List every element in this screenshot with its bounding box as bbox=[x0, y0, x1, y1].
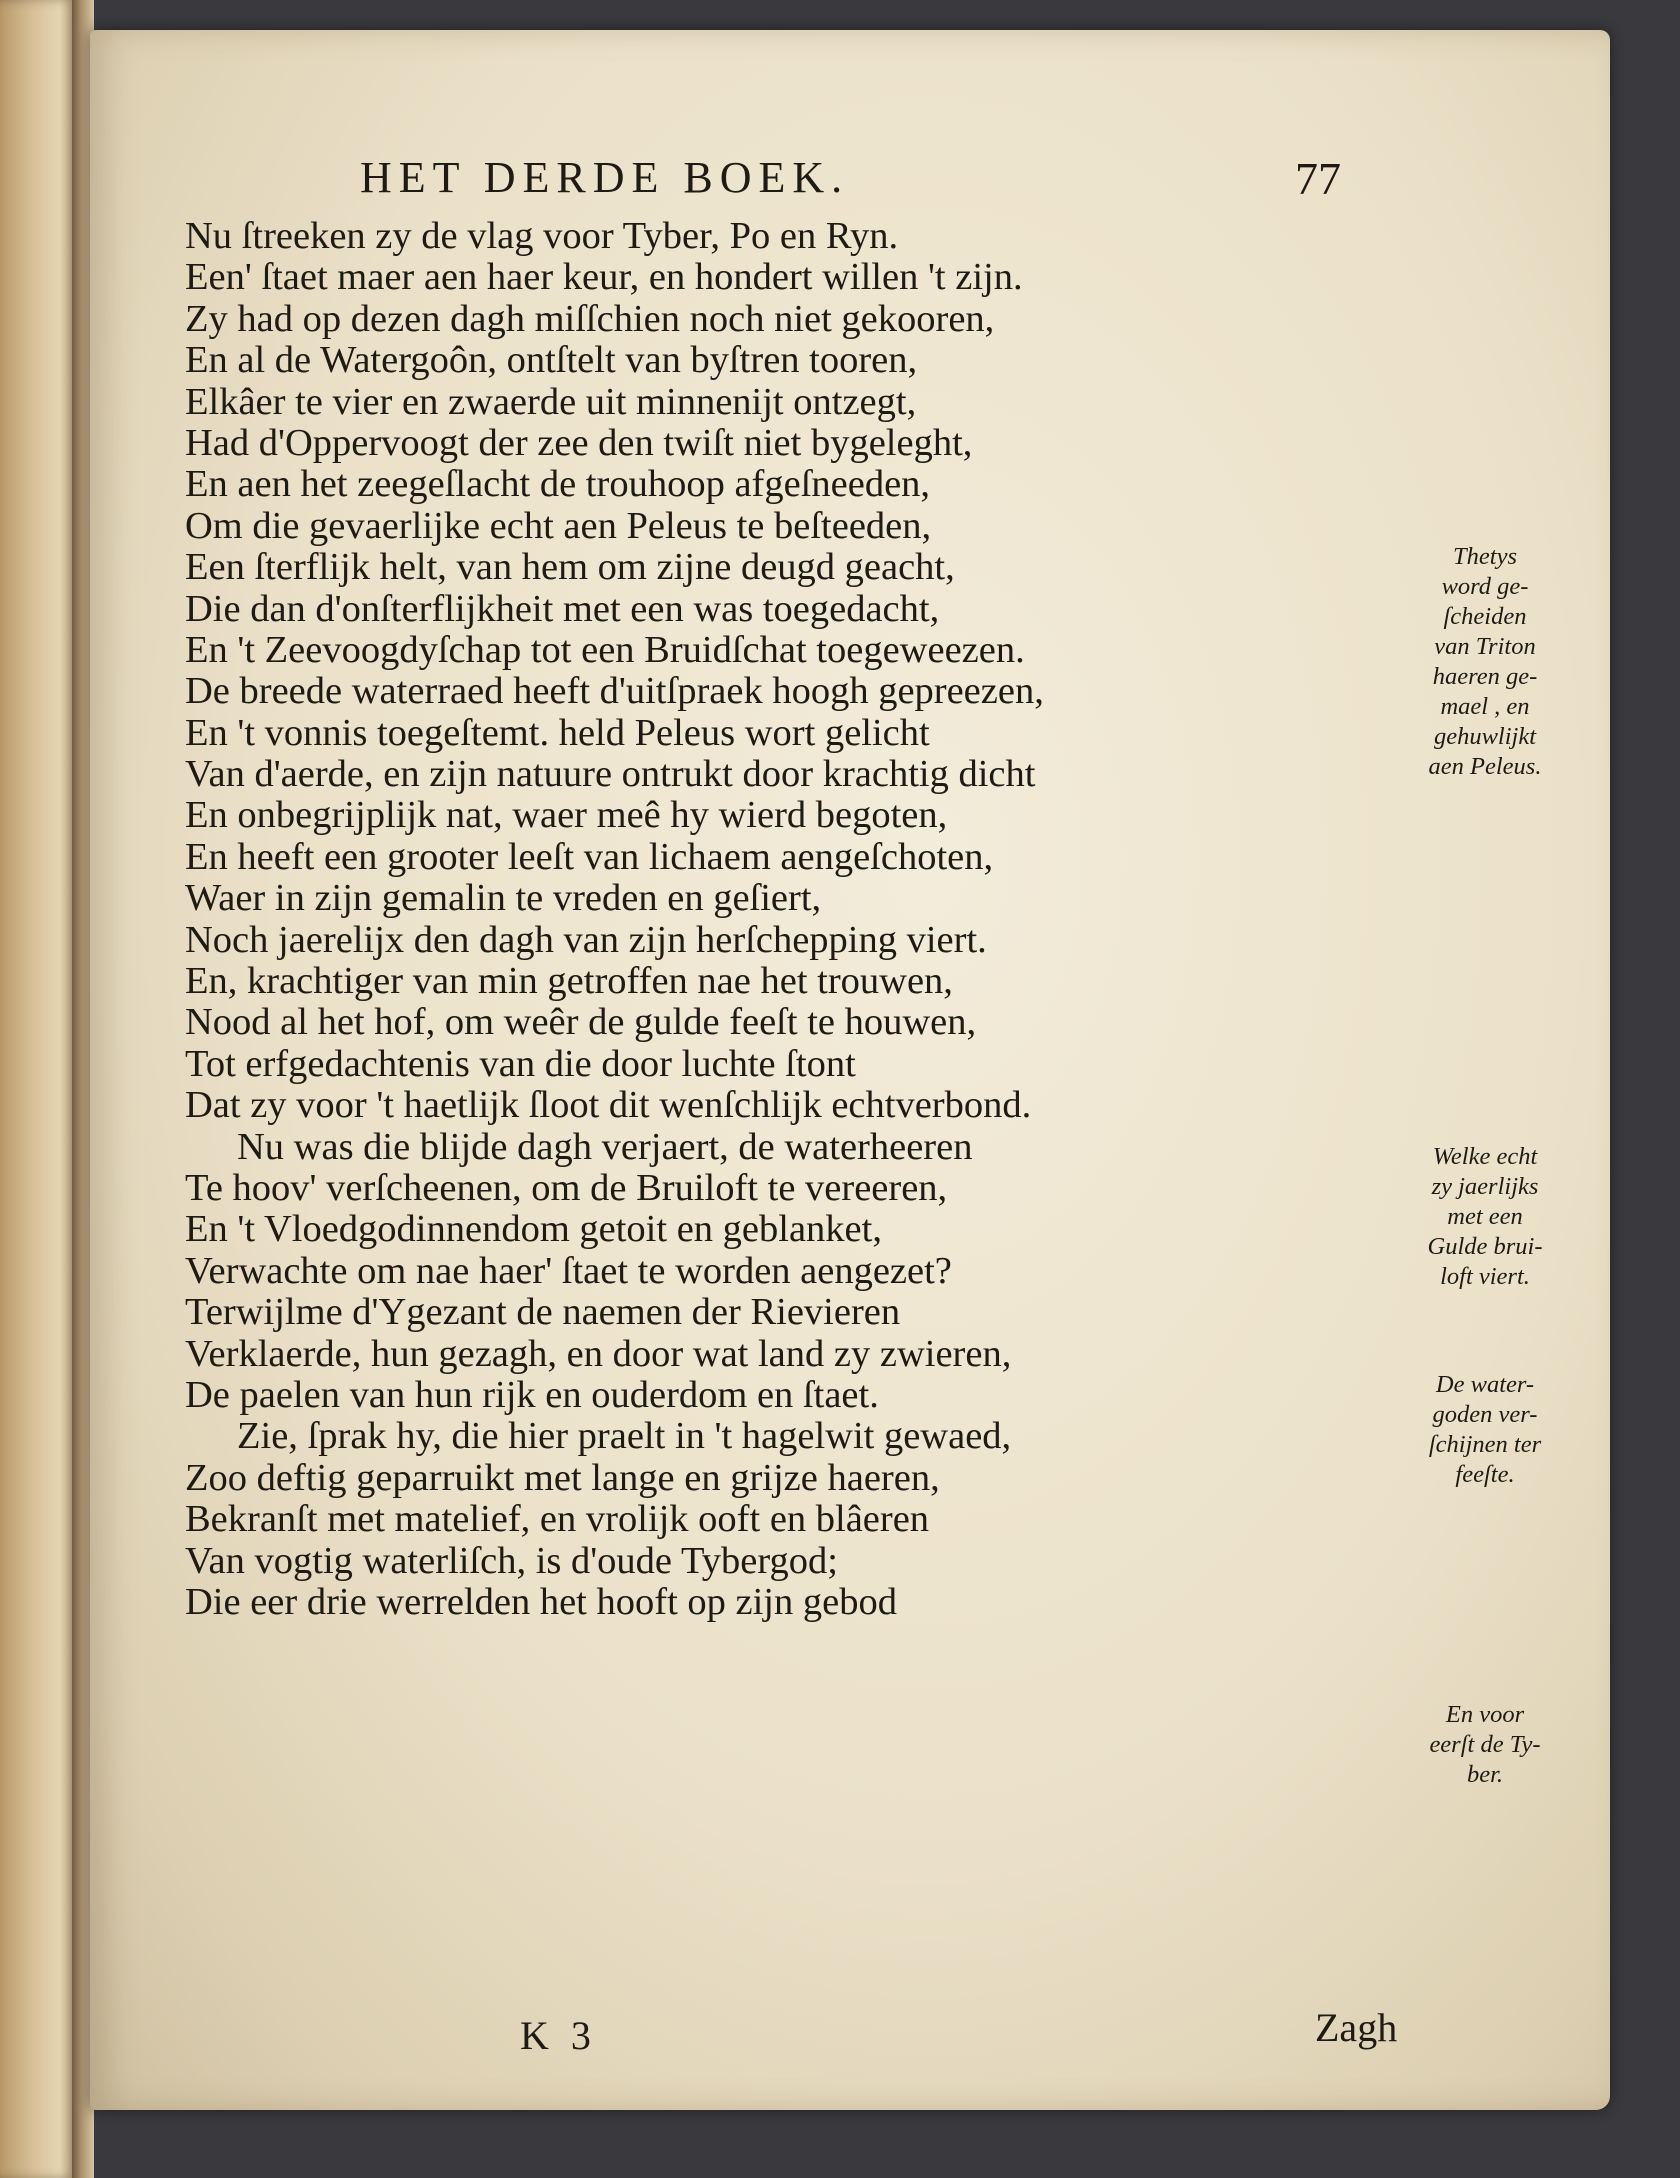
margin-note-welke-echt bbox=[1380, 1142, 1590, 1292]
signature-mark: K 3 bbox=[520, 2013, 597, 2058]
verse-line: En 't Vloedgodinnendom getoit en geblanket, bbox=[185, 1208, 882, 1251]
margin-note-thetys bbox=[1380, 542, 1590, 782]
running-head: HET DERDE BOEK. bbox=[360, 153, 850, 202]
verse-line: Zy had op dezen dagh miſſchien noch niet gekooren, bbox=[185, 297, 995, 340]
verse-line: En 't vonnis toegeſtemt. held Peleus wort gelicht bbox=[185, 711, 930, 754]
margin-note-line: En voor bbox=[1445, 1701, 1525, 1728]
page-number: 77 bbox=[1295, 153, 1341, 204]
verse-line: En al de Watergoôn, ontſtelt van byſtren tooren, bbox=[185, 339, 918, 382]
margin-note-line: loft viert. bbox=[1440, 1263, 1530, 1290]
verse-line: Om die gevaerlijke echt aen Peleus te beſteeden, bbox=[185, 504, 932, 547]
margin-note-tyber bbox=[1380, 1700, 1590, 1790]
verse-block bbox=[185, 216, 1385, 1623]
verse-line: Tot erfgedachtenis van die door luchte ſtont bbox=[185, 1042, 856, 1085]
margin-note-line: ſcheiden bbox=[1443, 603, 1527, 630]
verse-line: Van vogtig waterliſch, is d'oude Tybergod; bbox=[185, 1539, 838, 1582]
margin-note-line: ſchijnen ter bbox=[1428, 1431, 1542, 1458]
verse-line: Waer in zijn gemalin te vreden en geſiert, bbox=[185, 877, 822, 920]
margin-note-line: van Triton bbox=[1434, 633, 1536, 660]
verse-line: Een ſterflijk helt, van hem om zijne deugd geacht, bbox=[185, 546, 955, 589]
verse-line: Die eer drie werrelden het hooft op zijn gebod bbox=[185, 1580, 897, 1623]
margin-note-line: mael , en bbox=[1440, 693, 1530, 720]
margin-note-line: De water- bbox=[1435, 1371, 1535, 1398]
verse-line: De breede waterraed heeft d'uitſpraek hoogh gepreezen, bbox=[185, 670, 1044, 713]
verse-line: Te hoov' verſcheenen, om de Bruiloft te vereeren, bbox=[185, 1166, 948, 1209]
verse-line: Bekranſt met matelief, en vrolijk ooft en blâeren bbox=[185, 1498, 930, 1541]
verse-line: Dat zy voor 't haetlijk ſloot dit wenſchlijk echtverbond. bbox=[185, 1084, 1032, 1127]
verse-line: En 't Zeevoogdyſchap tot een Bruidſchat toegeweezen. bbox=[185, 628, 1025, 671]
margin-note-line: haeren ge- bbox=[1432, 663, 1538, 690]
verse-line: Elkâer te vier en zwaerde uit minnenijt ontzegt, bbox=[185, 380, 917, 423]
verse-line: Van d'aerde, en zijn natuure ontrukt door krachtig dicht bbox=[185, 753, 1036, 796]
verse-line: En heeft een grooter leeſt van lichaem aengeſchoten, bbox=[185, 835, 994, 878]
verse-line: Nu ſtreeken zy de vlag voor Tyber, Po en Ryn. bbox=[185, 215, 899, 257]
verse-line: Zie, ſprak hy, die hier praelt in 't hagelwit gewaed, bbox=[237, 1415, 1012, 1458]
verse-line: Terwijlme d'Ygezant de naemen der Rievieren bbox=[185, 1291, 901, 1334]
verse-line: Die dan d'onſterflijkheit met een was toegedacht, bbox=[185, 587, 940, 630]
verse-line: En aen het zeegeſlacht de trouhoop afgeſneeden, bbox=[185, 463, 931, 506]
verse-line: Zoo deftig geparruikt met lange en grijze haeren, bbox=[185, 1456, 940, 1499]
verse-line: Nood al het hof, om weêr de gulde feeſt te houwen, bbox=[185, 1001, 977, 1044]
margin-note-watergoden bbox=[1380, 1370, 1590, 1490]
catchword: Zagh bbox=[1315, 2005, 1398, 2050]
left-page-edge bbox=[0, 0, 75, 2178]
verse-line: De paelen van hun rijk en ouderdom en ſtaet. bbox=[185, 1373, 879, 1416]
margin-note-line: feeſte. bbox=[1455, 1461, 1515, 1488]
verse-line: Had d'Oppervoogt der zee den twiſt niet bygeleght, bbox=[185, 421, 973, 464]
margin-note-line: Gulde brui- bbox=[1427, 1233, 1543, 1260]
verse-line: Een' ſtaet maer aen haer keur, en hondert willen 't zijn. bbox=[185, 256, 1023, 299]
margin-note-line: ber. bbox=[1466, 1761, 1504, 1788]
margin-note-line: met een bbox=[1447, 1203, 1523, 1230]
margin-note-line: Welke echt bbox=[1432, 1143, 1538, 1170]
margin-note-line: zy jaerlijks bbox=[1431, 1173, 1539, 1200]
verse-line: En, krachtiger van min getroffen nae het trouwen, bbox=[185, 960, 953, 1003]
verse-line: Verwachte om nae haer' ſtaet te worden aengezet? bbox=[185, 1249, 952, 1292]
margin-note-line: aen Peleus. bbox=[1428, 753, 1542, 780]
margin-note-line: eerſt de Ty- bbox=[1429, 1731, 1541, 1758]
verse-line: Verklaerde, hun gezagh, en door wat land zy zwieren, bbox=[185, 1332, 1012, 1375]
margin-note-line: word ge- bbox=[1441, 573, 1529, 600]
margin-note-line: goden ver- bbox=[1432, 1401, 1538, 1428]
verse-line: Nu was die blijde dagh verjaert, de waterheeren bbox=[237, 1125, 973, 1168]
verse-line: Noch jaerelijx den dagh van zijn herſchepping viert. bbox=[185, 918, 987, 961]
margin-note-line: Thetys bbox=[1453, 543, 1517, 570]
verse-line: En onbegrijplijk nat, waer meê hy wierd begoten, bbox=[185, 794, 948, 837]
book-page bbox=[90, 30, 1610, 2110]
margin-note-line: gehuwlijkt bbox=[1433, 723, 1537, 750]
